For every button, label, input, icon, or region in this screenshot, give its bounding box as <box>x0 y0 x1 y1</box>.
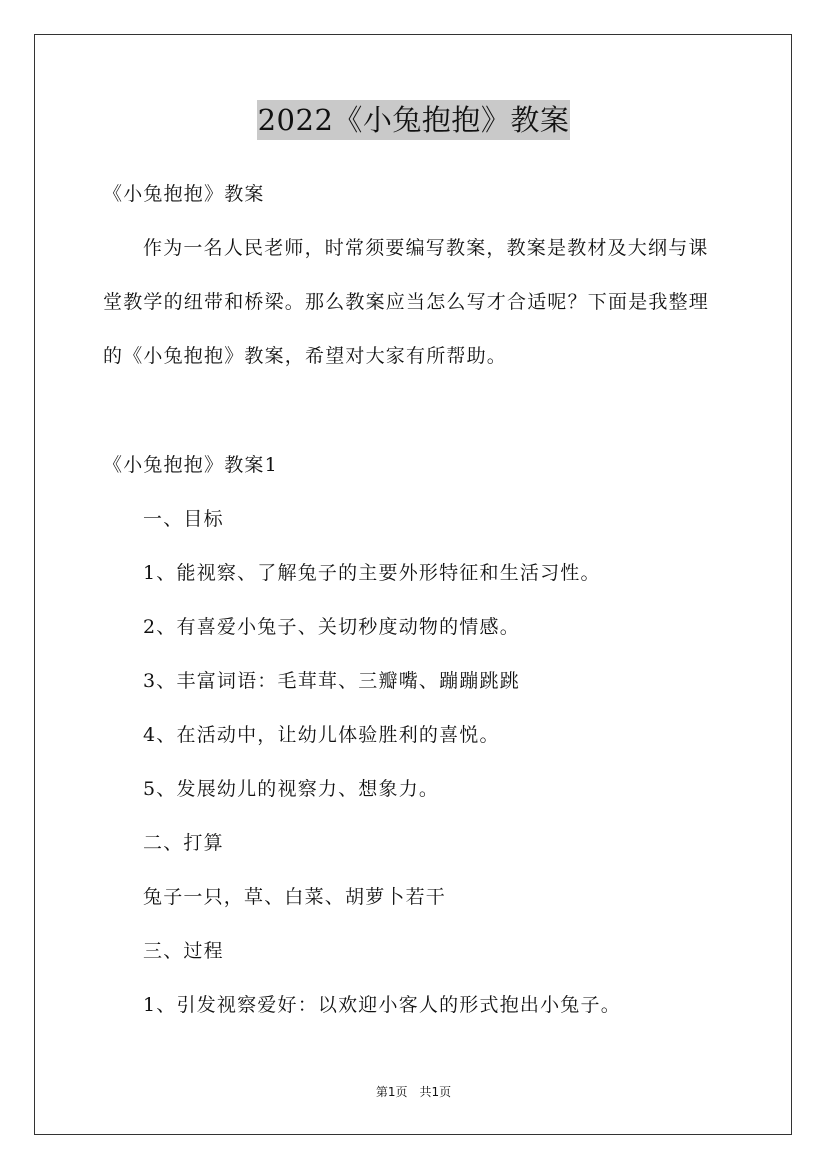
goal-item-3: 3、丰富词语：毛茸茸、三瓣嘴、蹦蹦跳跳 <box>143 670 520 692</box>
document-title: 2022《小兔抱抱》教案 <box>257 100 571 140</box>
process-item-1: 1、引发视察爱好：以欢迎小客人的形式抱出小兔子。 <box>143 994 621 1016</box>
intro-line-2: 堂教学的纽带和桥梁。那么教案应当怎么写才合适呢？下面是我整理 <box>103 291 710 313</box>
goal-item-2: 2、有喜爱小兔子、关切秒度动物的情感。 <box>143 616 520 638</box>
title-container <box>0 100 827 140</box>
goal-item-5: 5、发展幼儿的视察力、想象力。 <box>143 778 440 800</box>
prep-heading: 二、打算 <box>143 832 224 854</box>
process-heading: 三、过程 <box>143 940 224 962</box>
intro-line-3: 的《小兔抱抱》教案，希望对大家有所帮助。 <box>103 345 508 367</box>
prep-text: 兔子一只，草、白菜、胡萝卜若干 <box>143 886 447 908</box>
intro-line-1: 作为一名人民老师，时常须要编写教案，教案是教材及大纲与课 <box>143 237 709 259</box>
goals-heading: 一、目标 <box>143 508 224 530</box>
section-heading: 《小兔抱抱》教案1 <box>103 454 278 476</box>
page-footer: 第1页 共1页 <box>375 1085 452 1099</box>
document-subtitle: 《小兔抱抱》教案 <box>103 183 265 205</box>
goal-item-1: 1、能视察、了解兔子的主要外形特征和生活习性。 <box>143 562 601 584</box>
goal-item-4: 4、在活动中，让幼儿体验胜利的喜悦。 <box>143 724 500 746</box>
